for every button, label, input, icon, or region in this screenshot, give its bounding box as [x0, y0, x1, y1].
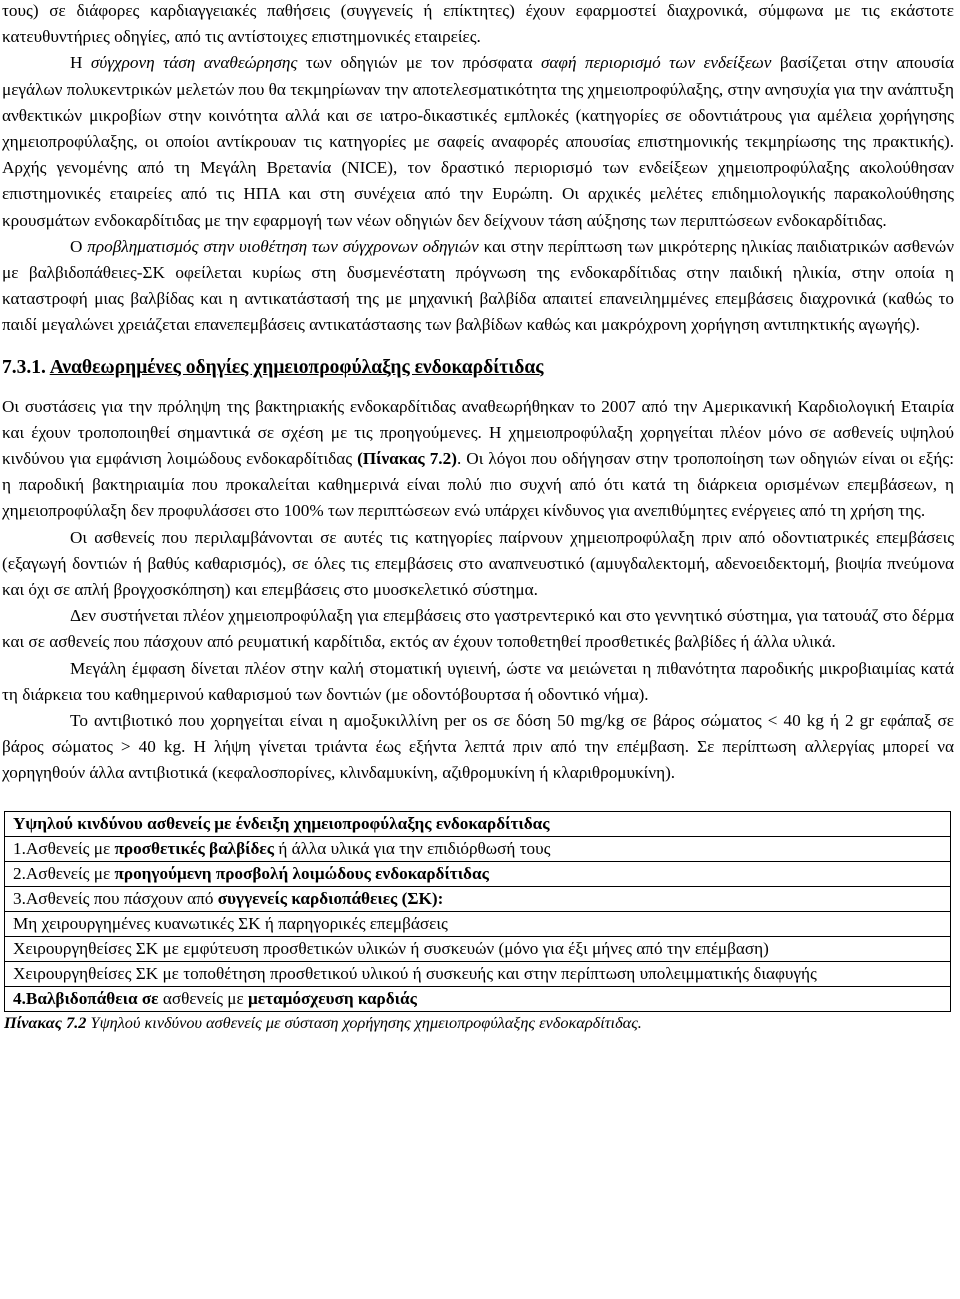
emphasis-text: σαφή περιορισμό των ενδείξεων — [540, 53, 772, 73]
cell-text: ή άλλα υλικά για την επιδιόρθωσή τους — [274, 838, 551, 858]
cell-bold-text: συγγενείς καρδιοπάθειες (ΣΚ): — [217, 888, 444, 908]
cell-text: 3.Ασθενείς που πάσχουν από — [13, 888, 218, 908]
table-header-cell: Υψηλού κινδύνου ασθενείς με ένδειξη χημειοπροφύλαξης ενδοκαρδίτιδας — [5, 811, 951, 836]
paragraph-text: τους) σε διάφορες καρδιαγγειακές παθήσεις (συγγενείς ή επίκτητες) έχουν εφαρμοστεί διαχρονικά, σύμφωνα με τις εκάστοτε κατευθυντήριες οδηγίες, από τις αντίστοιχες επιστημονικές εταιρείες. — [2, 1, 954, 47]
table-row — [5, 836, 951, 861]
paragraph-oral-hygiene — [2, 656, 954, 708]
table-row — [5, 936, 951, 961]
paragraph-procedures — [2, 525, 954, 604]
table-reference: (Πίνακας 7.2) — [357, 449, 457, 469]
table-cell — [5, 836, 951, 861]
table-cell — [5, 886, 951, 911]
emphasis-text: στην υιοθέτηση των σύγχρονων οδηγιών — [203, 236, 479, 256]
cell-bold-text: προηγούμενη προσβολή λοιμώδους ενδοκαρδίτιδας — [114, 863, 489, 883]
paragraph-intro-continuation — [2, 0, 954, 50]
cell-text: 2.Ασθενείς με — [13, 863, 115, 883]
section-number: 7.3.1. — [2, 356, 50, 378]
cell-bold-text: μεταμόσχευση καρδιάς — [248, 988, 417, 1008]
table-cell: Μη χειρουργημένες κυανωτικές ΣΚ ή παρηγορικές επεμβάσεις — [5, 911, 951, 936]
table-row — [5, 986, 951, 1011]
caption-text: Υψηλού κινδύνου ασθενείς με σύσταση χορήγησης χημειοπροφύλαξης ενδοκαρδίτιδας. — [86, 1012, 642, 1032]
paragraph-text: των οδηγιών με τον πρόσφατα — [297, 53, 541, 73]
table-cell — [5, 986, 951, 1011]
table-row — [5, 861, 951, 886]
table-caption — [4, 1012, 954, 1034]
paragraph-text: βασίζεται στην απουσία μεγάλων πολυκεντρικών μελετών που θα τεκμηρίωναν την αποτελεσματικότητα της χημειοπροφύλαξης, στην ανησυχία για την ανάπτυξη ανθεκτικών μικροβίων στην κοινότητα αλλά και σε ιατρο-δικαστικές εμπλοκές (κατηγορίες σε οδοντιάτρους για αμέλεια χορήγησης χημειοπροφύλαξης, οι οποίοι αντίκρουαν τις κατηγορίες με σαφείς αναφορές απουσίας επιστημονικής τεκμηρίωσης της πρακτικής). Αρχής γενομένης από τη Μεγάλη Βρετανία (NICE), τον δραστικό περιορισμό των ενδείξεων χημειοπροφύλαξης ακολούθησαν επιστημονικές εταιρείες από τις ΗΠΑ και στη συνέχεια από την Ευρώπη. Οι αρχικές μελέτες επιδημιολογικής παρακολούθησης κρουσμάτων ενδοκαρδίτιδας με την εφαρμογή των νέων οδηγιών δεν δείχνουν τάση αύξησης των περιπτώσεων ενδοκαρδίτιδας. — [2, 53, 954, 230]
paragraph-recommendations — [2, 394, 954, 525]
section-heading — [2, 355, 954, 381]
paragraph-not-recommended — [2, 603, 954, 655]
paragraph-text: Δεν συστήνεται πλέον χημειοπροφύλαξη για επεμβάσεις στο γαστρεντερικό και στο γεννητικό σύστημα, για τατουάζ στο δέρμα και σε ασθενείς που πάσχουν από ρευματική καρδίτιδα, εκτός αν έχουν τοποθετηθεί προσθετικές βαλβίδες ή άλλα υλικά. — [2, 606, 954, 652]
cell-text: 1.Ασθενείς με — [13, 838, 115, 858]
paragraph-text: Το αντιβιοτικό που χορηγείται είναι η αμοξυκιλλίνη per os σε δόση 50 mg/kg σε βάρος σώματος < 40 kg ή 2 gr εφάπαξ σε βάρος σώματος > 40 kg. Η λήψη γίνεται τριάντα έως εξήντα λεπτά πριν από την επέμβαση. Σε περίπτωση αλλεργίας μπορεί να χορηγηθούν άλλα αντιβιοτικά (κεφαλοσπορίνες, κλινδαμυκίνη, αζιθρομυκίνη ή κλαριθρομυκίνη). — [2, 711, 954, 783]
paragraph-text: . Οι λόγοι που οδήγησαν στην τροποποίηση των οδηγιών είναι οι εξής: η παροδική βακτηριαιμία που προκαλείται καθημερινά είναι πολύ πιο συχνή από ότι κατά τη διάρκεια ορισμένων επεμβάσεων, η χημειοπροφύλαξη δεν προφυλάσσει στο 100% των περιπτώσεων ενώ υπάρχει κίνδυνος για ανεπιθύμητες ενέργειες από τη χρήση της. — [2, 449, 955, 521]
paragraph-antibiotic — [2, 708, 954, 787]
table-cell: Χειρουργηθείσες ΣΚ με εμφύτευση προσθετικών υλικών ή συσκευών (μόνο για έξι μήνες από την επέμβαση) — [5, 936, 951, 961]
cell-text: ασθενείς με — [158, 988, 248, 1008]
paragraph-text: Μεγάλη έμφαση δίνεται πλέον στην καλή στοματική υγιεινή, ώστε να μειώνεται η πιθανότητα παροδικής μικροβιαιμίας κατά τη διάρκεια του καθημερινού καθαρισμού των δοντιών (με οδοντόβουρτσα ή οδοντικό νήμα). — [2, 658, 954, 704]
paragraph-pediatric-concern — [2, 234, 954, 339]
emphasis-text: σύγχρονη τάση αναθεώρησης — [90, 53, 298, 73]
table-row — [5, 886, 951, 911]
high-risk-table — [4, 811, 951, 1012]
spacer — [2, 787, 954, 811]
paragraph-text: Οι ασθενείς που περιλαμβάνονται σε αυτές τις κατηγορίες παίρνουν χημειοπροφύλαξη πριν από οδοντιατρικές επεμβάσεις (εξαγωγή δοντιών ή βαθύς καθαρισμός), σε όλες τις επεμβάσεις στο αναπνευστικό (αμυγδαλεκτομή, αδενοειδεκτομή, βιοψία πνεύμονα και όχι σε απλή βρογχοσκόπηση) και επεμβάσεις στο μυοσκελετικό σύστημα. — [2, 527, 954, 600]
cell-bold-text: προσθετικές βαλβίδες — [114, 838, 275, 858]
cell-bold-text: 4.Βαλβιδοπάθεια σε — [13, 988, 159, 1008]
table-row — [5, 911, 951, 936]
section-title: Αναθεωρημένες οδηγίες χημειοπροφύλαξης ενδοκαρδίτιδας — [49, 356, 544, 378]
paragraph-text: Ο — [70, 236, 88, 256]
paragraph-text: και στην περίπτωση των μικρότερης ηλικίας παιδιατρικών ασθενών με βαλβιδοπάθειες-ΣΚ οφείλεται κυρίως στη δυσμενέστατη πρόγνωση της ενδοκαρδίτιδας στην παιδική ηλικία, στην οποία η καταστροφή μιας βαλβίδας και η αντικατάστασή της με μηχανική βαλβίδα απαιτεί επανειλημμένες επεμβάσεις διαχρονικά (καθώς το παιδί μεγαλώνει χρειάζεται επανεπεμβάσεις αντικατάστασης των βαλβίδων καθώς και μακρόχρονη χορήγηση αντιπηκτικής αγωγής). — [2, 236, 955, 335]
table-cell: Χειρουργηθείσες ΣΚ με τοποθέτηση προσθετικού υλικού ή συσκευής και στην περίπτωση υπολειμματικής διαφυγής — [5, 961, 951, 986]
paragraph-text: Οι συστάσεις για την πρόληψη της βακτηριακής ενδοκαρδίτιδας αναθεωρήθηκαν το 2007 από την Αμερικανική Καρδιολογική Εταιρία και έχουν τροποποιηθεί σημαντικά σε σχέση με τις προηγούμενες. Η χημειοπροφύλαξη χορηγείται πλέον μόνο σε ασθενείς υψηλού κινδύνου για εμφάνιση λοιμώδους ενδοκαρδίτιδας — [2, 396, 954, 469]
paragraph-text: Η — [70, 53, 91, 73]
table-row — [5, 961, 951, 986]
caption-label: Πίνακας 7.2 — [4, 1012, 87, 1032]
table-row — [5, 811, 951, 836]
table-cell — [5, 861, 951, 886]
emphasis-text: προβληματισμός — [87, 236, 199, 256]
paragraph-guideline-trend — [2, 50, 954, 233]
